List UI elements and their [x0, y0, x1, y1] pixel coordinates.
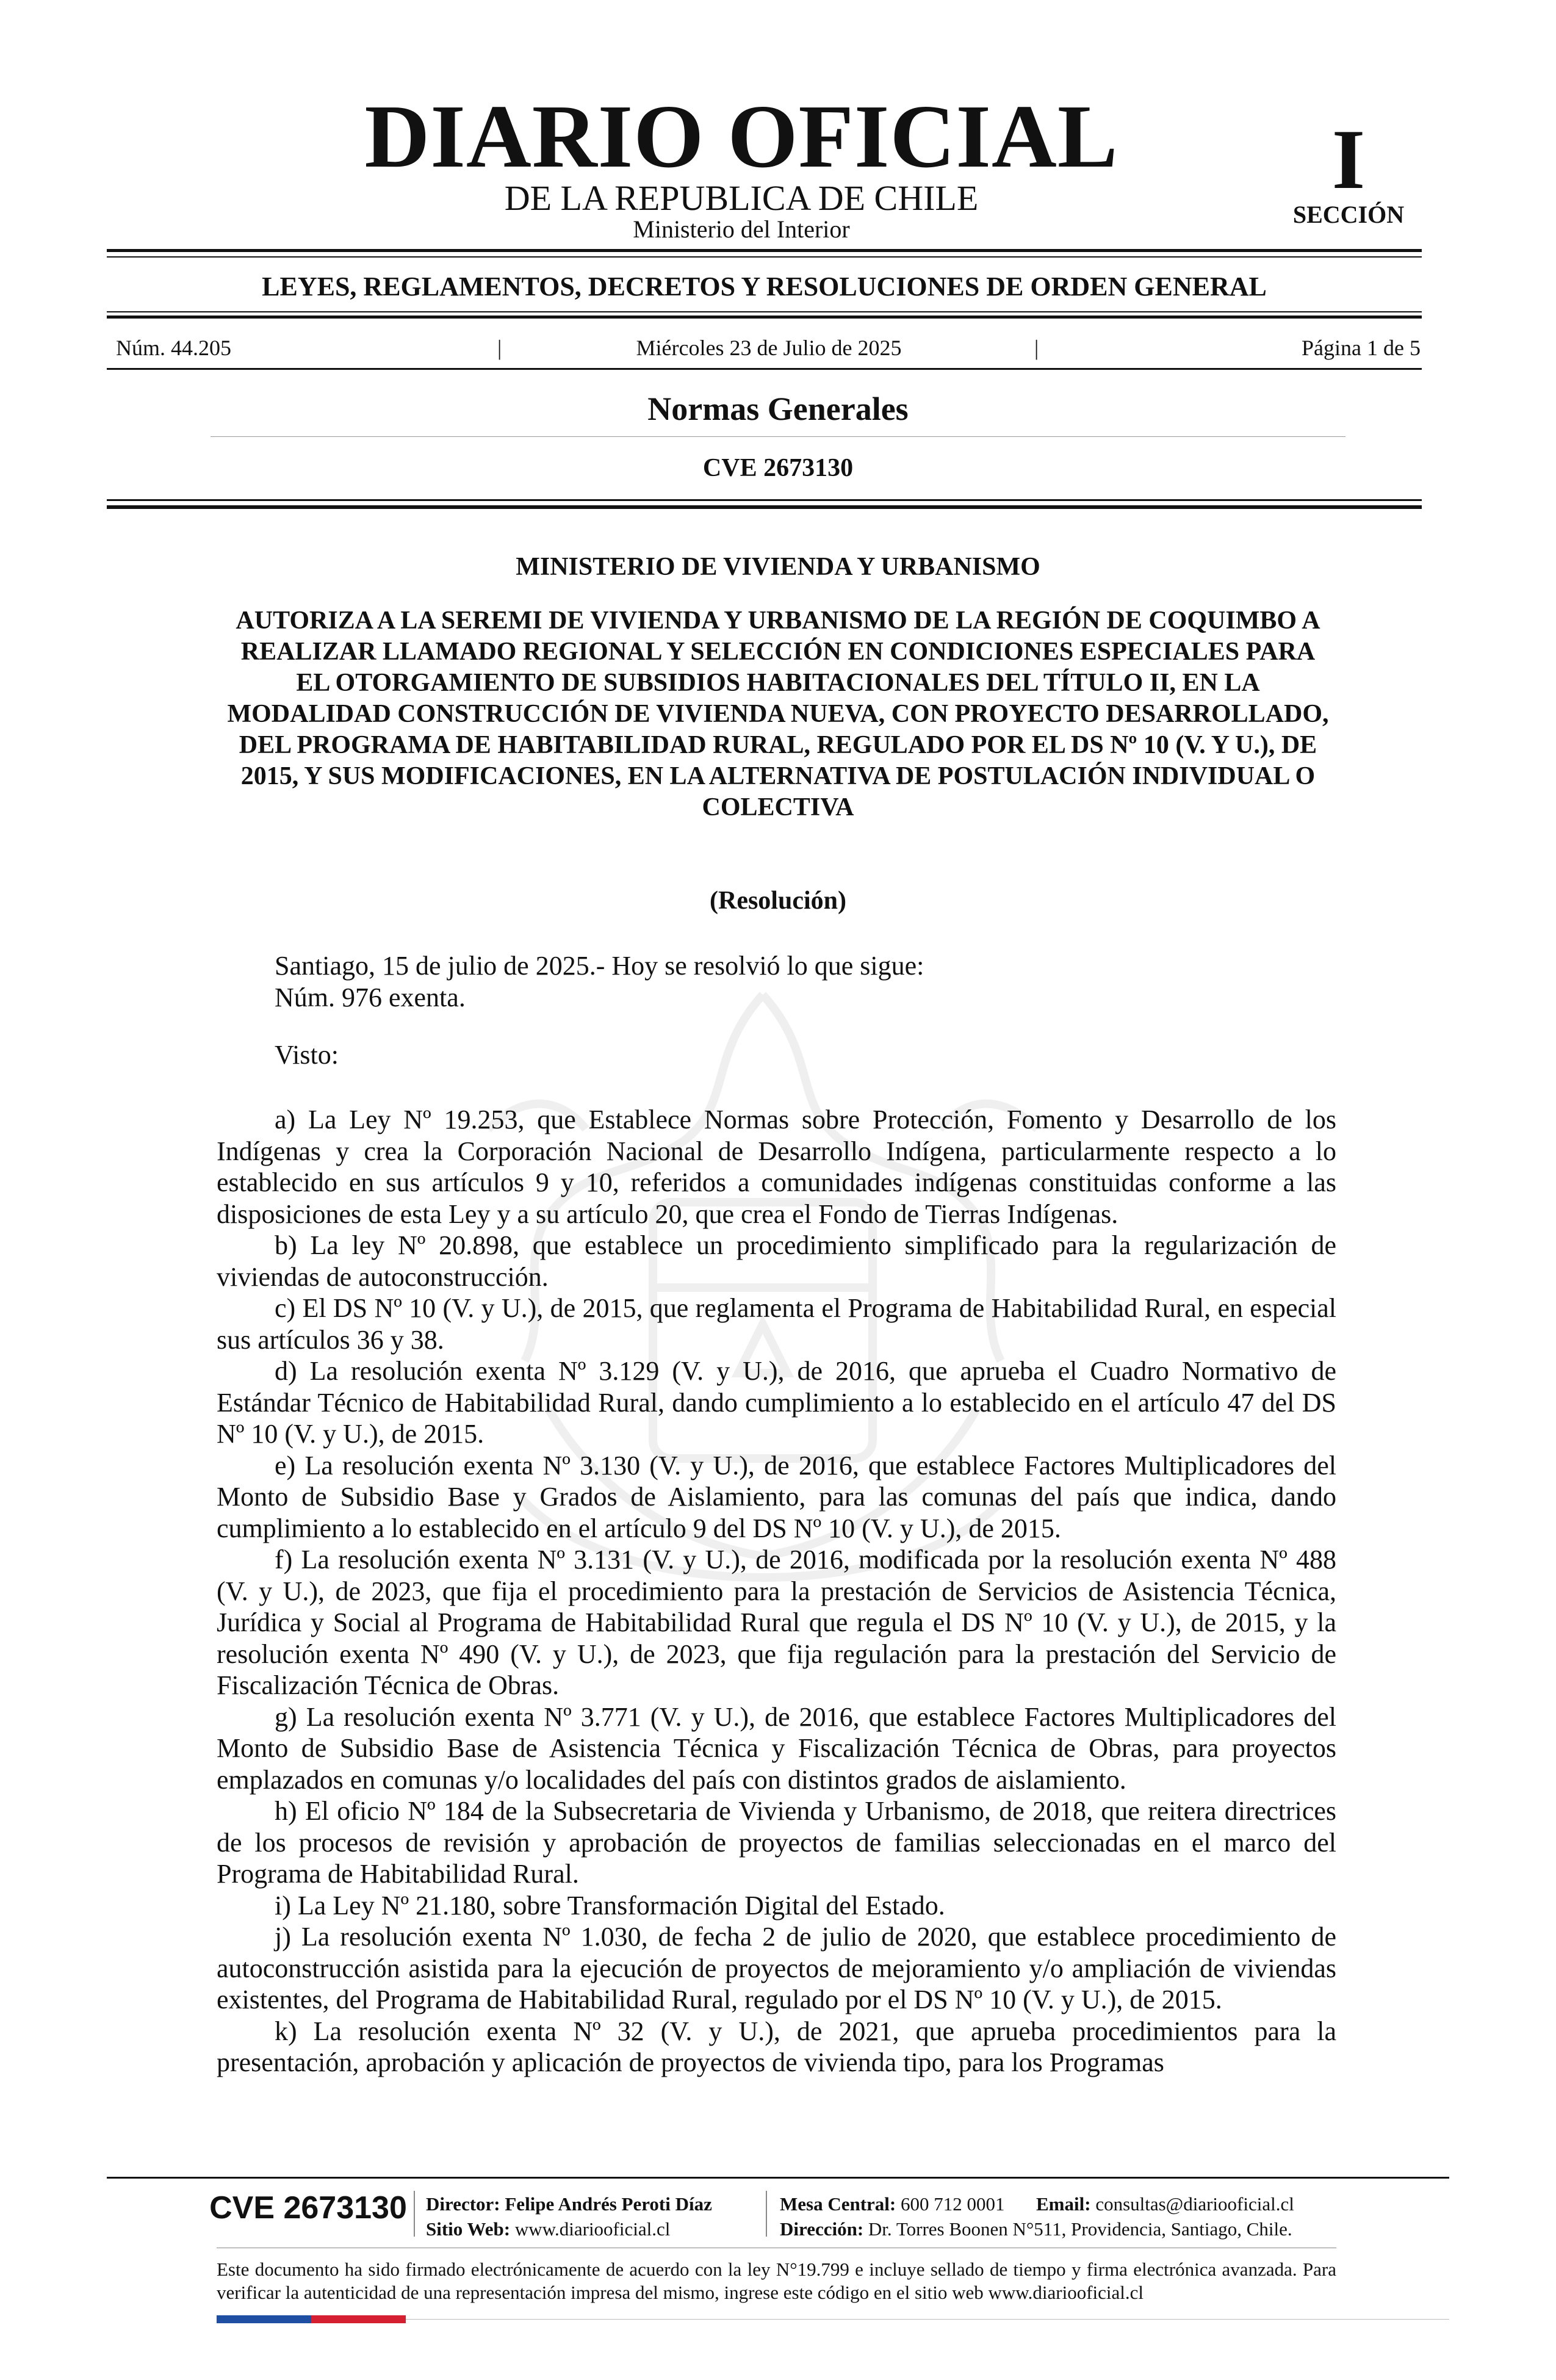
masthead-title: DIARIO OFICIAL [364, 87, 1118, 187]
paragraph: c) El DS Nº 10 (V. y U.), de 2015, que reglamenta el Programa de Habitabilidad Rural, en especial sus artículos 36 y 38. [217, 1293, 1336, 1355]
section-title: Normas Generales [647, 391, 909, 427]
mesa-phone: 600 712 0001 [901, 2193, 1005, 2215]
footer-director [426, 2194, 712, 2213]
cve-rule-thick [107, 505, 1422, 509]
masthead-rule-thick [107, 249, 1422, 252]
place-date: Santiago, 15 de julio de 2025.- Hoy se resolvió lo que sigue: [275, 951, 924, 981]
paragraph: h) El oficio Nº 184 de la Subsecretaria de Vivienda y Urbanismo, de 2018, que reitera directrices de los procesos de revisión y aprobación de proyectos de familias seleccionadas en el marco del Programa de Habitabilidad Rural. [217, 1796, 1336, 1889]
header-band: LEYES, REGLAMENTOS, DECRETOS Y RESOLUCIONES DE ORDEN GENERAL [262, 272, 1267, 301]
email-label: Email: [1036, 2193, 1091, 2215]
section-label: SECCIÓN [1292, 201, 1405, 228]
footer-cve-code: CVE 2673130 [209, 2190, 407, 2226]
email-link[interactable]: consultas@diariooficial.cl [1095, 2193, 1294, 2215]
section-numeral: I [1331, 112, 1366, 207]
band-rule-thick [107, 316, 1422, 319]
paragraph: e) La resolución exenta Nº 3.130 (V. y U.), de 2016, que establece Factores Multiplicadores del Monto de Subsidio Base y Grados de Aislamiento, para las comunas del país que indica, dando cumplimiento a lo establecido en el artículo 9 del DS Nº 10 (V. y U.), de 2015. [217, 1450, 1336, 1543]
footer-site [426, 2220, 670, 2238]
paragraph: a) La Ley Nº 19.253, que Establece Normas sobre Protección, Fomento y Desarrollo de los Indígenas y crea la Corporación Nacional de Desarrollo Indígena, particularmente respecto a lo establecido en sus artículos 9 y 10, referidos a comunidades indígenas constituidas conforme a las disposiciones de esta Ley y a su artículo 20, que crea el Fondo de Tierras Indígenas. [217, 1105, 1336, 1229]
band-rule-thin [107, 311, 1422, 312]
paragraph: j) La resolución exenta Nº 1.030, de fecha 2 de julio de 2020, que establece procedimiento de autoconstrucción asistida para la ejecución de proyectos de mejoramiento y/o ampliación de viviendas existentes, del Programa de Habitabilidad Rural, regulado por el DS Nº 10 (V. y U.), de 2015. [217, 1922, 1336, 2014]
paragraph: d) La resolución exenta Nº 3.129 (V. y U.), de 2016, que aprueba el Cuadro Normativo de Estándar Técnico de Habitabilidad Rural, dando cumplimiento a lo establecido en el artículo 47 del DS Nº 10 (V. y U.), de 2015. [217, 1356, 1336, 1449]
paragraph: f) La resolución exenta Nº 3.131 (V. y U.), de 2016, modificada por la resolución exenta Nº 488 (V. y U.), de 2023, que fija el procedimiento para la prestación de Servicios de Asistencia Técnica, Jurídica y Social al Programa de Habitabilidad Rural que regula el DS Nº 10 (V. y U.), de 2015, y la resolución exenta Nº 490 (V. y U.), de 2023, que fija regulación para la prestación del Servicio de Fiscalización Técnica de Obras. [217, 1545, 1336, 1700]
issue-separator: | [1034, 336, 1039, 360]
footer-rule [107, 2177, 1449, 2179]
footer-address [780, 2220, 1292, 2238]
flag-stripe-blue [217, 2315, 311, 2323]
document-body [217, 1104, 1336, 2079]
director-name: Felipe Andrés Peroti Díaz [505, 2193, 712, 2215]
issue-page: Página 1 de 5 [1302, 336, 1421, 360]
issue-date: Miércoles 23 de Julio de 2025 [636, 336, 902, 360]
mesa-label: Mesa Central: [780, 2193, 896, 2215]
site-link[interactable]: www.diariooficial.cl [514, 2218, 671, 2240]
footer-divider [414, 2191, 415, 2237]
flag-stripe-red [311, 2315, 406, 2323]
resolution-number: Núm. 976 exenta. [275, 983, 466, 1012]
section-title-rule [211, 436, 1345, 437]
document-type: (Resolución) [710, 887, 846, 915]
footer-divider [766, 2191, 767, 2237]
address-label: Dirección: [780, 2218, 864, 2240]
issue-separator: | [497, 336, 502, 360]
visto-heading: Visto: [275, 1040, 339, 1070]
paragraph: i) La Ley Nº 21.180, sobre Transformación Digital del Estado. [275, 1890, 945, 1920]
footer-contact [780, 2194, 1294, 2213]
footer-signature-note: Este documento ha sido firmado electrónicamente de acuerdo con la ley N°19.799 e incluye sellado de tiempo y firma electrónica avanzada. Para verificar la autenticidad de una representación impresa del mismo, ingrese este código en el sitio web www.diariooficial.cl [217, 2259, 1336, 2303]
address-text: Dr. Torres Boonen N°511, Providencia, Santiago, Chile. [868, 2218, 1292, 2240]
masthead-ministry: Ministerio del Interior [633, 215, 850, 243]
issue-number: Núm. 44.205 [116, 336, 231, 360]
issue-rule [107, 368, 1422, 370]
paragraph: b) La ley Nº 20.898, que establece un procedimiento simplificado para la regularización de viviendas de autoconstrucción. [217, 1230, 1336, 1292]
site-label: Sitio Web: [426, 2218, 511, 2240]
cve-code: CVE 2673130 [702, 454, 854, 482]
cve-rule-thin [107, 499, 1422, 501]
masthead-subtitle: DE LA REPUBLICA DE CHILE [504, 178, 979, 218]
flag-rule [406, 2319, 1449, 2320]
director-label: Director: [426, 2193, 500, 2215]
paragraph: g) La resolución exenta Nº 3.771 (V. y U.), de 2016, que establece Factores Multiplicadores del Monto de Subsidio Base de Asistencia Técnica y Fiscalización Técnica de Obras, para proyectos emplazados en comunas y/o localidades del país con distintos grados de aislamiento. [217, 1701, 1336, 1795]
issuing-ministry: MINISTERIO DE VIVIENDA Y URBANISMO [516, 553, 1040, 581]
document-title: AUTORIZA A LA SEREMI DE VIVIENDA Y URBANISMO DE LA REGIÓN DE COQUIMBO A REALIZAR LLAMADO REGIONAL Y SELECCIÓN EN CONDICIONES ESPECIALES PARA EL OTORGAMIENTO DE SUBSIDIOS HABITACIONALES DEL TÍTULO II, EN LA MODALIDAD CONSTRUCCIÓN DE VIVIENDA NUEVA, CON PROYECTO DESARROLLADO, DEL PROGRAMA DE HABITABILIDAD RURAL, REGULADO POR EL DS Nº 10 (V. Y U.), DE 2015, Y SUS MODIFICACIONES, EN LA ALTERNATIVA DE POSTULACIÓN INDIVIDUAL O COLECTIVA [227, 607, 1329, 821]
masthead-rule-thin [107, 256, 1422, 258]
paragraph: k) La resolución exenta Nº 32 (V. y U.), de 2021, que aprueba procedimientos para la presentación, aprobación y aplicación de proyectos de vivienda tipo, para los Programas [217, 2016, 1336, 2077]
